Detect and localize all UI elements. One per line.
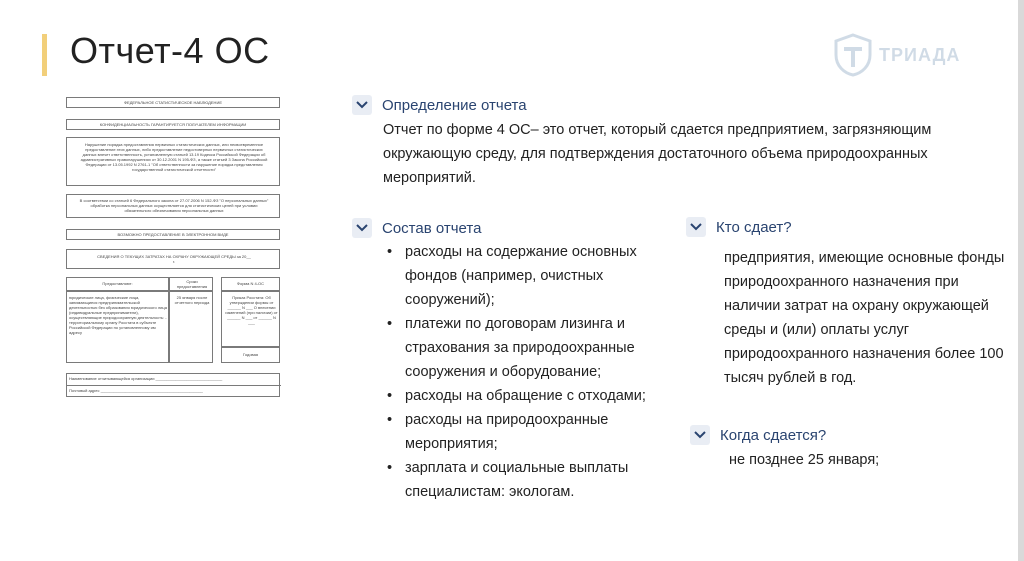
- composition-item: • расходы на содержание основных фондов (например, очистных сооружений);: [385, 240, 670, 312]
- slide-edge: [1018, 0, 1024, 561]
- composition-item: • расходы на обращение с отходами;: [385, 384, 670, 408]
- form-col2-head: [169, 277, 213, 291]
- company-logo: [833, 33, 960, 77]
- when-text: не позднее 25 января;: [729, 452, 880, 468]
- form-notice-personal-data: [66, 194, 280, 218]
- form-header-confidential: КОНФИДЕНЦИАЛЬНОСТЬ ГАРАНТИРУЕТСЯ ПОЛУЧАТЕЛЕМ ИНФОРМАЦИИ: [66, 119, 280, 130]
- chevron-down-icon: [352, 95, 372, 115]
- form-notice-liability: [66, 137, 280, 186]
- form-header-federal: ФЕДЕРАЛЬНОЕ СТАТИСТИЧЕСКОЕ НАБЛЮДЕНИЕ: [66, 97, 280, 108]
- definition-heading[interactable]: [352, 95, 527, 115]
- form-report-title: [66, 249, 280, 269]
- form-col2-body: [169, 291, 213, 363]
- form-col1-body: [66, 291, 169, 363]
- who-text: предприятия, имеющие основные фонды природоохранного назначения при наличии затрат на охрану окружающей среды и (или) оплаты услуг природоохранного назначения более 100 тысяч рублей в год.: [724, 250, 1005, 386]
- when-heading[interactable]: [690, 425, 826, 445]
- who-heading[interactable]: [686, 217, 792, 237]
- form-notice-liability-text: Нарушение порядка предоставления первичных статистических данных, или несвоевременное предоставление этих данных, либо предоставление недостоверных первичных статистических данных влечет ответственность, установленную статьей 13.19 Кодекса Российской Федерации об административных правонарушениях от 30.12.2001 N 195-ФЗ, а также статьей 3 Закона Российской Федерации от 13.05.1992 N 2761-1 "Об ответственности за нарушение порядка представления государственной статистической отчетности": [80, 142, 268, 172]
- form-org-label: Наименование отчитывающейся организации ______________________________: [69, 376, 223, 381]
- chevron-down-icon: [352, 218, 372, 238]
- chevron-down-icon: [690, 425, 710, 445]
- form-addr-label: Почтовый адрес ______________________________________________: [69, 388, 203, 393]
- form-org-divider: [67, 385, 281, 386]
- form-electronic: ВОЗМОЖНО ПРЕДОСТАВЛЕНИЕ В ЭЛЕКТРОННОМ ВИДЕ: [66, 229, 280, 240]
- logo-text: ТРИАДА: [879, 44, 961, 65]
- form-notice-personal-data-text: В соответствии со статьей 6 Федерального закона от 27.07.2006 N 152-ФЗ "О персональных данных" обработка персональных данных осуществляется для статистических целей при условии обязательного обезличивания персональных данных: [79, 198, 269, 213]
- composition-heading[interactable]: [352, 218, 481, 238]
- composition-list: [385, 240, 670, 504]
- chevron-down-icon: [686, 217, 706, 237]
- page-title: Отчет-4 ОС: [70, 30, 270, 71]
- form-org-block: [66, 373, 280, 397]
- title-accent-bar: [42, 34, 47, 76]
- form-col2-head-text: Сроки предоставления: [176, 279, 208, 289]
- when-heading-label: Когда сдается?: [720, 426, 827, 444]
- form-col3-annual: Годовая: [221, 347, 280, 363]
- definition-text: Отчет по форме 4 ОС– это отчет, который сдается предприятием, загрязняющим окружающую среду, для подтверждения достаточного объема природоохранных мероприятий.: [383, 122, 932, 186]
- form-col3-body: [221, 291, 280, 347]
- composition-item: • зарплата и социальные выплаты специалистам: экологам.: [385, 456, 670, 504]
- form-report-title-text: СВЕДЕНИЯ О ТЕКУЩИХ ЗАТРАТАХ НА ОХРАНУ ОКРУЖАЮЩЕЙ СРЕДЫ за 20__ г.: [97, 254, 251, 264]
- composition-heading-label: Состав отчета: [382, 219, 482, 237]
- form-col1-body-text: юридические лица, физические лица, занимающиеся предпринимательской деятельностью без образования юридического лица (индивидуальные предприниматели), осуществляющие природоохранную деятельность: - территориальному органу Росстата в субъекте Российской Федерации по установленному им адресу: [69, 295, 167, 335]
- form-col1-head: Предоставляют:: [66, 277, 169, 291]
- composition-item: • платежи по договорам лизинга и страхования за природоохранные сооружения и оборудование;: [385, 312, 670, 384]
- composition-item: • расходы на природоохранные мероприятия;: [385, 408, 670, 456]
- definition-heading-label: Определение отчета: [382, 96, 527, 114]
- shield-logo-icon: [833, 33, 873, 77]
- form-col2-body-text: 25 января после отчетного периода: [174, 295, 210, 305]
- form-col3-body-text: Приказ Росстата: Об утверждении формы от ______ N ___ О внесении изменений (при наличии) от ______ N ___ от ______ N ___: [225, 295, 278, 325]
- form-col3-head: Форма N 4-ОС: [221, 277, 280, 291]
- who-heading-label: Кто сдает?: [716, 218, 792, 236]
